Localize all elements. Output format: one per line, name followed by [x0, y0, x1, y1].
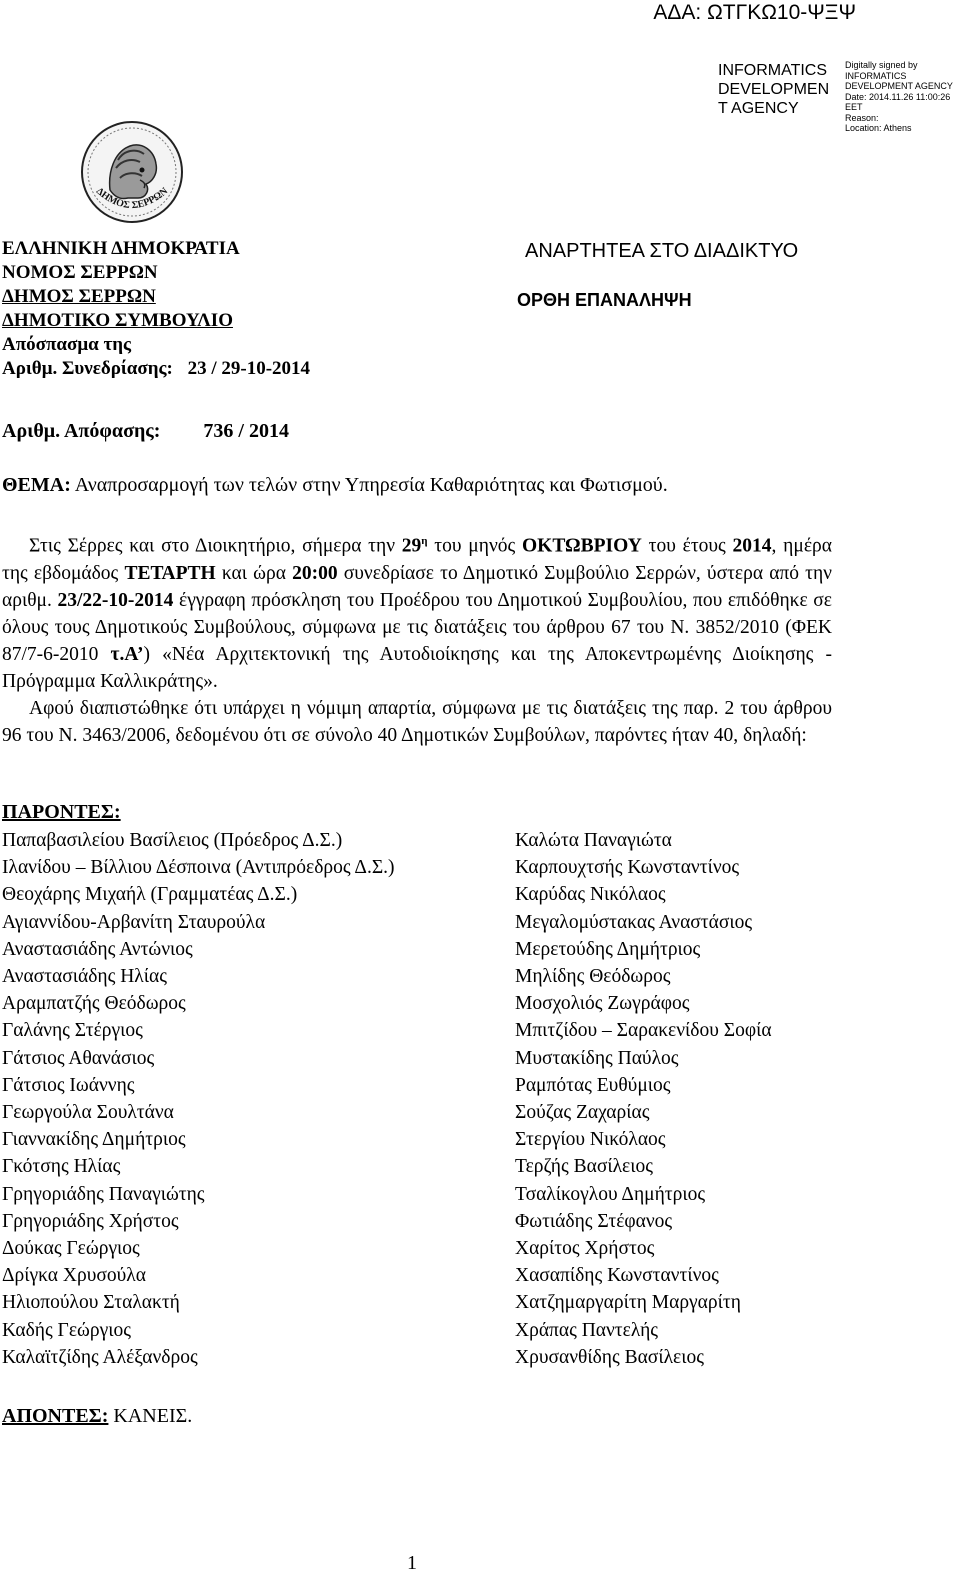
- list-item: Μπιτζίδου – Σαρακενίδου Σοφία: [515, 1020, 772, 1042]
- ada-code: ΑΔΑ: ΩΤΓΚΩ10-ΨΞΨ: [653, 1, 856, 24]
- header-block: [2, 237, 310, 381]
- list-item: Μερετούδης Δημήτριος: [515, 938, 701, 960]
- svg-text:ΔΗΜΟΣ ΣΕΡΡΩΝ: ΔΗΜΟΣ ΣΕΡΡΩΝ: [93, 185, 171, 212]
- list-item: Τσαλίκογλου Δημήτριος: [515, 1183, 706, 1205]
- minutes-body: [2, 528, 832, 749]
- correct-repeat-notice: ΟΡΘΗ ΕΠΑΝΑΛΗΨΗ: [517, 290, 692, 310]
- list-item: Καρπουχτσής Κωνσταντίνος: [515, 857, 740, 879]
- list-item: Θεοχάρης Μιχαήλ (Γραμματέας Δ.Σ.): [2, 884, 298, 906]
- list-item: Ηλιοπούλου Σταλακτή: [2, 1292, 180, 1314]
- signature-line: Digitally signed by: [845, 60, 918, 70]
- absent-label: ΑΠΟΝΤΕΣ:: [2, 1405, 109, 1427]
- list-item: Αραμπατζής Θεόδωρος: [2, 993, 186, 1015]
- list-item: Χαρίτος Χρήστος: [515, 1238, 655, 1260]
- list-item: Αναστασιάδης Αντώνιος: [2, 938, 193, 960]
- session-value: 23 / 29-10-2014: [187, 358, 311, 379]
- list-item: Γεωργούλα Σουλτάνα: [2, 1102, 174, 1124]
- list-item: Καδής Γεώργιος: [2, 1319, 131, 1341]
- list-item: Γρηγοριάδης Παναγιώτης: [2, 1183, 205, 1205]
- decision-label: Αριθμ. Απόφασης:: [2, 420, 161, 442]
- list-item: Τερζής Βασίλειος: [515, 1156, 653, 1178]
- signature-organization: INFORMATICS DEVELOPMEN T AGENCY: [718, 62, 830, 117]
- list-item: Γρηγοριάδης Χρήστος: [2, 1210, 179, 1232]
- list-item: Χράπας Παντελής: [515, 1319, 659, 1341]
- paragraph-convening: Στις Σέρρες και στο Διοικητήριο, σήμερα την $29^\eta$ του μηνός ΟΚΤΩΒΡΙΟΥ του έτους 2014, ημέρα της εβδομάδος ΤΕΤΑΡΤΗ και ώρα 20:00 συνεδρίασε το Δημοτικό Συμβούλιο Σερρών, ύστερα από την αριθμ. 23/22-10-2014 έγγραφη πρόσκληση του Προέδρου του Δημοτικού Συμβουλίου, που επιδόθηκε σε όλους τους Δημοτικούς Συμβούλους, σύμφωνα με τις διατάξεις του άρθρου 67 του Ν. 3852/2010 (ΦΕΚ 87/7-6-2010 τ.Α’) «Νέα Αρχιτεκτονική της Αυτοδιοίκησης και της Αποκεντρωμένης Διοίκησης - Πρόγραμμα Καλλικράτης».: [2, 535, 833, 692]
- subject-text: Αναπροσαρμογή των τελών στην Υπηρεσία Καθαριότητας και Φωτισμού.: [74, 474, 668, 496]
- list-item: Αναστασιάδης Ηλίας: [2, 966, 167, 988]
- list-item: Στεργίου Νικόλαος: [515, 1129, 666, 1151]
- signature-line: Location: Athens: [845, 123, 912, 133]
- list-item: Μυστακίδης Παύλος: [515, 1047, 679, 1069]
- list-item: Σούζας Ζαχαρίας: [515, 1102, 650, 1124]
- decision-line: [2, 420, 289, 443]
- signature-line: Date: 2014.11.26 11:00:26: [845, 91, 951, 102]
- list-item: Γάτσιος Ιωάννης: [2, 1074, 135, 1096]
- list-item: Χρυσανθίδης Βασίλειος: [515, 1346, 704, 1368]
- list-item: Δούκας Γεώργιος: [2, 1238, 140, 1260]
- signature-line: Reason:: [845, 112, 879, 123]
- absent-line: [2, 1405, 192, 1428]
- list-item: Χασαπίδης Κωνσταντίνος: [515, 1265, 719, 1287]
- list-item: Μοσχολιός Ζωγράφος: [515, 993, 690, 1015]
- list-item: Ραμπότας Ευθύμιος: [515, 1074, 671, 1096]
- header-line-council: ΔΗΜΟΤΙΚΟ ΣΥΜΒΟΥΛΙΟ: [2, 310, 233, 331]
- list-item: Ιλανίδου – Βίλλιου Δέσποινα (Αντιπρόεδρος Δ.Σ.): [2, 857, 395, 879]
- list-item: Γιαννακίδης Δημήτριος: [2, 1129, 186, 1151]
- list-item: Καλαϊτζίδης Αλέξανδρος: [2, 1346, 198, 1368]
- session-label: Αριθμ. Συνεδρίασης:: [2, 358, 173, 379]
- list-item: Φωτιάδης Στέφανος: [515, 1210, 673, 1232]
- header-line-extract: Απόσπασμα της: [2, 334, 132, 355]
- signature-line: EET: [845, 102, 863, 112]
- present-list-left: [2, 827, 395, 1371]
- header-line-municipality: ΔΗΜΟΣ ΣΕΡΡΩΝ: [2, 286, 156, 307]
- list-item: Καλώτα Παναγιώτα: [515, 830, 672, 851]
- list-item: Γαλάνης Στέργιος: [2, 1020, 143, 1042]
- list-item: Δρίγκα Χρυσούλα: [2, 1265, 146, 1287]
- signature-line: DEVELOPMENT AGENCY: [845, 81, 953, 91]
- signature-details: [845, 60, 953, 134]
- list-item: Μεγαλομύστακας Αναστάσιος: [515, 911, 753, 933]
- list-item: Μηλίδης Θεόδωρος: [515, 966, 671, 988]
- paragraph-quorum: Αφού διαπιστώθηκε ότι υπάρχει η νόμιμη απαρτία, σύμφωνα με τις διατάξεις της παρ. 2 του άρθρου 96 του Ν. 3463/2006, δεδομένου ότι σε σύνολο 40 Δημοτικών Συμβούλων, παρόντες ήταν 40, δηλαδή:: [2, 697, 832, 746]
- list-item: Παπαβασιλείου Βασίλειος (Πρόεδρος Δ.Σ.): [2, 830, 343, 851]
- list-item: Γκότσης Ηλίας: [2, 1156, 121, 1178]
- list-item: Καρύδας Νικόλαος: [515, 884, 666, 906]
- list-item: Αγιαννίδου-Αρβανίτη Σταυρούλα: [2, 911, 266, 933]
- decision-value: 736 / 2014: [203, 420, 289, 442]
- subject-line: [2, 474, 668, 497]
- header-line-republic: ΕΛΛΗΝΙΚΗ ΔΗΜΟΚΡΑΤΙΑ: [2, 238, 240, 259]
- session-line: [2, 357, 310, 381]
- municipality-seal-icon: [80, 120, 184, 224]
- post-online-notice: ΑΝΑΡΤΗΤΕΑ ΣΤΟ ΔΙΑΔΙΚΤΥΟ: [525, 240, 799, 262]
- present-label: ΠΑΡΟΝΤΕΣ:: [2, 801, 121, 823]
- list-item: Χατζημαργαρίτη Μαργαρίτη: [515, 1292, 741, 1314]
- present-list-right: [515, 827, 772, 1371]
- signature-line: INFORMATICS: [845, 70, 907, 81]
- subject-label: ΘΕΜΑ:: [2, 474, 71, 496]
- list-item: Γάτσιος Αθανάσιος: [2, 1047, 155, 1069]
- header-line-prefecture: ΝΟΜΟΣ ΣΕΡΡΩΝ: [2, 262, 158, 283]
- absent-value: ΚΑΝΕΙΣ.: [113, 1405, 193, 1427]
- page-number: 1: [407, 1552, 417, 1574]
